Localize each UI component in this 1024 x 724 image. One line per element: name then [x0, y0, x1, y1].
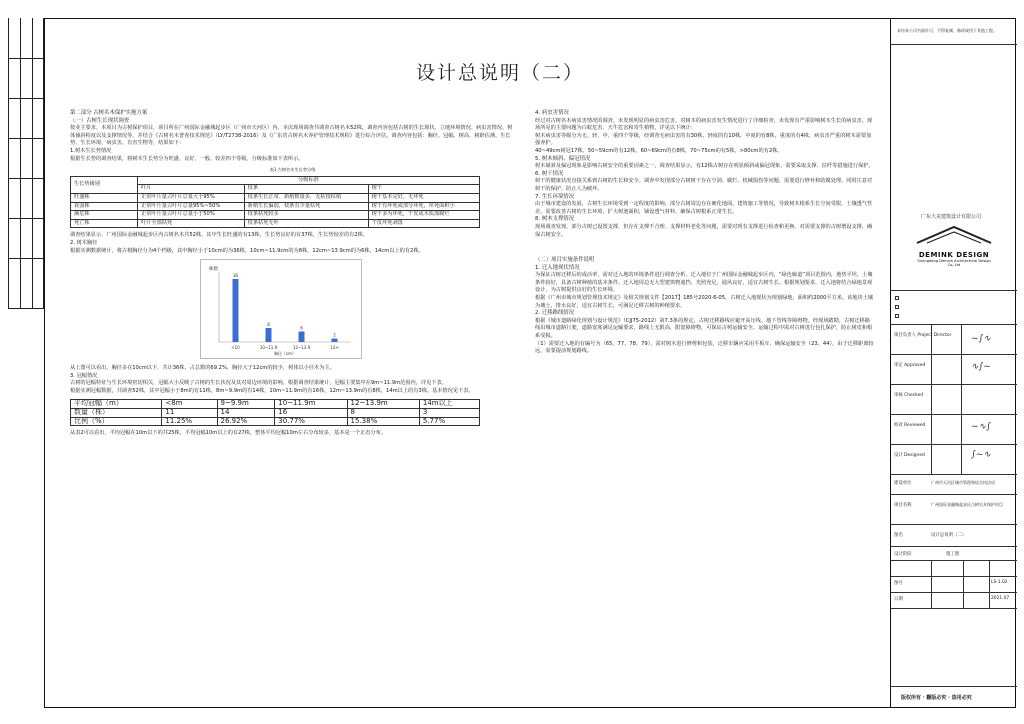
item-heading: 4. 病虫害情况 [535, 110, 569, 116]
paragraph: 古树的冠幅特征与生长环境密切相关，冠幅大小反映了古树的生长状况及其对周边环境的影响。根据调查结果统计，冠幅主要集中在9m~11.9m范围内，详见下表。 [70, 380, 447, 387]
company-en: Guangdong Demink Architectural Design Co.,Ltd [917, 259, 991, 267]
table-cell: 16 [275, 409, 347, 418]
tb-label: 建设单位 [894, 481, 912, 486]
chart-xlabel: 胸径（cm） [273, 351, 297, 357]
table-cell: 死亡株 [71, 219, 138, 228]
paragraph: 树干的健康状况直接关系到古树的生长和安全。调查中发现部分古树树干存在空洞、腐烂、机械损伤等问题，需要进行修补和防腐处理。同时注意对树干的保护，防止人为破坏。 [535, 178, 873, 192]
paragraph: 根据实测冠幅数据，共调查52株，其中冠幅小于8m的有11株，8m~9.9m的有14株，10m~11.9m的有16株，12m~13.9m的有8株，14m以上的有3株。基本情况见下表。 [70, 387, 474, 394]
dbh-chart [200, 259, 362, 359]
item-heading: 5. 树木倾斜、偏冠情况 [535, 155, 591, 162]
table-cell: 枝条枯死无叶 [244, 219, 368, 228]
chart-ylabel: 株数 [209, 267, 218, 273]
signature: ~∫∿ [971, 334, 991, 344]
tb-value: LS-1.02 [991, 580, 1008, 585]
signature: ∫~∿ [971, 450, 991, 460]
table-cell: 11.25% [162, 417, 217, 426]
chart-bar [332, 339, 338, 343]
paragraph: 现场调查发现，部分古树已设置支撑，但存在支撑不合理、支撑材料老化等问题，需要对现有支撑进行检查和更换，对需要支撑的古树增设支撑，确保古树安全。 [535, 223, 873, 238]
page-title: 设计总说明（二） [415, 62, 584, 84]
tb-value: 广州国际金融城起步区古树名木保护项目 [931, 502, 1003, 507]
table-cell: 枝条生长正常、新梢数量多，无枯枝枯梢 [244, 193, 368, 202]
item-heading: 2. 迁移路线情况 [535, 310, 575, 317]
sub-heading: （一）古树生长现状调查 [70, 117, 130, 124]
table-cell: 数量（株） [71, 409, 162, 418]
company-cn: 广东大美建筑设计有限公司 [921, 214, 982, 220]
table-header: 12~13.9m [347, 400, 419, 409]
tb-footer: 版权所有 · 翻版必究 · 盗用必究 [901, 695, 972, 701]
chart-tick-label: <10 [231, 345, 240, 351]
table-cell: 濒危株 [71, 211, 138, 220]
table-cell: 3 [419, 409, 479, 418]
table-subheader: 叶片 [138, 185, 245, 194]
table-row [71, 417, 480, 426]
chart-tick-label: 14+ [330, 345, 339, 351]
item-heading: 2. 树木胸径 [70, 239, 98, 246]
table-header: <8m [162, 400, 217, 409]
tb-label: 校对 Reviewed [894, 423, 926, 428]
chart-tick-label: 12~13.9 [292, 345, 311, 351]
paragraph: 从上图可以看出，胸径多在10cm以下，共计36株，占总数的69.2%，胸径大于12cm的较少，树体以小径木为主。 [70, 365, 335, 372]
left-column [70, 110, 515, 438]
paragraph: 从表2可以看出，平均冠幅在10m以下的共25株，平均冠幅10m以上的有27株，整体平均冠幅10m左右分布较多，基本是一个正态分布。 [70, 430, 387, 437]
table-row [71, 409, 480, 418]
binding-strip [8, 18, 44, 708]
tb-label: 设计阶段 [894, 552, 912, 557]
paragraph: 为保证古树迁移后的成活率，需对迁入地的环境条件进行调查分析。迁入地位于广州国际金融城起步区内，“绿色廊道”项目范围内，地势平坦，土壤条件较好，具备古树种植的基本条件。迁入地周边无大型建筑物遮挡，光照充足，通风良好，适宜古树生长。根据规划要求，迁入地将结合绿地景观设计，为古树提供良好的生长环境。 [535, 272, 873, 294]
paragraph: 按业主要求，本项目为古树保护项目，项目所在广州国际金融城起步区（广州市天河区）内，本次现场调查共调查古树名木52株，调查内容包括古树的生长现状、立地环境情况、病虫害情况、树体倾斜程度以及支撑情况等，并结合《古树名木普查技术规范》（LY/T2738-2016）及《广东省古树名木养护管理技术规程》进行综合评估。调查内容包括：胸径、冠幅、树高、树龄估测、生长势、生长环境、病虫害、有害生物等，结果如下： [70, 125, 513, 147]
table-cell: 树干基本完好，无坏死 [368, 193, 479, 202]
item-heading: 3. 冠幅情况 [70, 372, 98, 379]
signature: ~∿∫ [971, 422, 991, 432]
paragraph: 根据生长势的调查结果，将树木生长势分为旺盛、良好、一般、较差四个等级，分级标准如下表所示。 [70, 155, 304, 162]
table-cell: 30.77% [275, 417, 347, 426]
sub-heading: （二）项目实施条件说明 [535, 257, 595, 264]
tb-notes: 未经本公司书面许可，不得复制、修改或用于其他工程。 [897, 28, 997, 33]
table-cell: 衰弱株 [71, 202, 138, 211]
chart-data-label: 2 [333, 332, 336, 338]
tb-label: 项目负责人 Project Director [894, 333, 952, 338]
tb-value: 施工图 [946, 552, 960, 557]
table-cell: 正常叶片量占叶片总量95%~50% [138, 202, 245, 211]
table-subheader: 树干 [368, 185, 479, 194]
tb-value: 广州市天河区城市管理和综合执法局 [931, 480, 995, 485]
chart-data-label: 8 [267, 322, 270, 328]
tb-label: 图号 [894, 581, 903, 586]
table-header: 平均冠幅（m） [71, 400, 162, 409]
paragraph: 树木倾斜及偏冠现象是影响古树安全的重要因素之一，调查结果显示，有12株古树存在明显倾斜或偏冠现象，需要采取支撑、拉纤等措施进行保护。 [535, 163, 874, 170]
table-caption: 表1 古树名木生长势分级 [269, 167, 316, 173]
signature: ∿∫~ [971, 362, 991, 372]
crown-table [70, 399, 480, 426]
table-row [71, 400, 480, 409]
table-header: 10~11.9m [275, 400, 347, 409]
tb-label: 日期 [894, 597, 903, 602]
table-cell: 8 [347, 409, 419, 418]
logo-roof-icon [911, 223, 997, 247]
section-heading: 第二部分 古树名木保护实施方案 [70, 110, 148, 116]
table-cell: 旺盛株 [71, 193, 138, 202]
table-cell: 26.92% [217, 417, 275, 426]
paragraph: 根据《城市道路绿化规划与设计规范》（CJJ75-2012）第7.3条的规定，古树迁移路线应避开高压线、地下管线等障碍物。经现场踏勘，古树迁移路线沿城市道路行驶，道路宽度满足运输要求，路线上无限高、限宽障碍物，可保证古树运输安全。运输过程中需对古树进行包扎保护，防止树皮和根系受损。 [535, 317, 873, 340]
table-row [71, 219, 480, 228]
item-heading: 6. 树干情况 [535, 170, 564, 177]
table-header: 分级标准 [138, 176, 480, 185]
table-header: 9~9.9m [217, 400, 275, 409]
paragraph: （1）需要迁入地的有编号为（65、77、78、79），需对树木进行修剪和包装，迁移车辆应采用平板车，确保运输安全（23、44），由于迁移距离较远，需要提前规划路线。 [535, 340, 874, 355]
chart-data-label: 6 [300, 325, 303, 331]
item-heading: 8. 树木支撑情况 [535, 216, 575, 223]
logo-text: DEMINK DESIGN [918, 251, 990, 259]
table-subheader: 枝条 [244, 185, 368, 194]
table-row [71, 211, 480, 220]
table-header: 14m以上 [419, 400, 479, 409]
chart-bar [266, 328, 272, 342]
chart-tick-label: 10~11.9 [259, 345, 278, 351]
item-heading: 7. 生长环境情况 [535, 193, 575, 200]
paragraph: 根据实测数据统计，将古树胸径分为4个档级，其中胸径小于10cm的为36株，10cm~11.9cm的为8株，12cm~13.9cm的为6株，14cm以上的有2株。 [70, 247, 424, 254]
growth-table [70, 176, 480, 229]
tb-label: 项目名称 [894, 503, 912, 508]
tb-label: 设计 Designed [894, 453, 925, 458]
tb-value: 2021.07 [991, 596, 1010, 601]
tb-label: 审核 Checked [894, 393, 924, 398]
table-cell: 5.77% [419, 417, 479, 426]
table-cell: 14 [217, 409, 275, 418]
tb-label: 图名 [894, 533, 903, 538]
table-cell: 干皮坏死剥落 [368, 219, 479, 228]
table-cell: 正常叶片量占叶片总量小于50% [138, 211, 245, 220]
tb-value: 设计总说明（二） [931, 533, 967, 538]
table-cell: 叶片全部枯死 [138, 219, 245, 228]
table-row [71, 193, 480, 202]
item-heading: 1. 迁入地现状情况 [535, 264, 580, 271]
table-cell: 新梢生长偏弱，枝条有少量枯死 [244, 202, 368, 211]
right-column [535, 110, 875, 356]
table-cell: 树干有坏死或部分坏死，坏死面积小 [368, 202, 479, 211]
table-cell: 15.38% [347, 417, 419, 426]
table-header: 生长势级别 [71, 176, 138, 193]
paragraph: 根据《广州市城市规划管理技术规定》及相关规划文件【2017】185号2020-6-05，古树迁入地现状为规划绿地，面积约2000平方米，该地块土壤为壤土，排水良好，适宜古树生长，可满足迁移古树的种植要求。 [535, 295, 874, 309]
item-heading: 1.树木生长势情况 [70, 147, 112, 154]
paragraph: 经过对古树名木病虫害情况的调查，未发现明显的病虫害危害。对树木的病虫害发生情况进行了详细检查，未发现有严重影响树木生长的病虫害。现场所见的主要问题为白蚁危害、天牛危害和寄生植物，详见以下统计： [535, 117, 873, 132]
paragraph: 调查结果显示，广州国际金融城起步区内古树名木共52株，其中生长旺盛的有13株，生长势良好的有37株，生长势较差的有2株。 [70, 232, 369, 239]
title-block [890, 18, 1016, 708]
chart-svg [201, 260, 361, 358]
paragraph: 40~49cm树冠17株，50~59cm的有12株，60~69cm的有8株，70~75cm的有5株，>80cm的有2株。 [535, 147, 783, 154]
table-cell: 比例（%） [71, 417, 162, 426]
company-logo [911, 223, 997, 273]
paragraph: 树木病虫害等级分为无、轻、中、重四个等级，经调查无病虫害的有30株，轻度的有10株，中度的有8株，重度的有4株，病虫害严重的树木需要加强养护。 [535, 132, 872, 147]
paragraph: 由于城市建设的发展，古树生长环境受到一定程度的影响，部分古树周边存在硬化地面、建筑施工等情况，导致树木根系生长空间受限，土壤透气性差。需要改善古树的生长环境，扩大树池面积，铺设透气材料，确保古树根系正常生长。 [535, 201, 873, 215]
table-cell: 正常叶片量占叶片总量大于95% [138, 193, 245, 202]
chart-bar [233, 279, 239, 342]
table-cell: 11 [162, 409, 217, 418]
chart-bar [299, 332, 305, 343]
chart-data-label: 36 [232, 273, 239, 279]
table-cell: 树干多为坏死，干皮或木质部腐烂 [368, 211, 479, 220]
table-row [71, 202, 480, 211]
tb-label: 审定 Approved [894, 363, 926, 368]
table-cell: 枝条枯死较多 [244, 211, 368, 220]
